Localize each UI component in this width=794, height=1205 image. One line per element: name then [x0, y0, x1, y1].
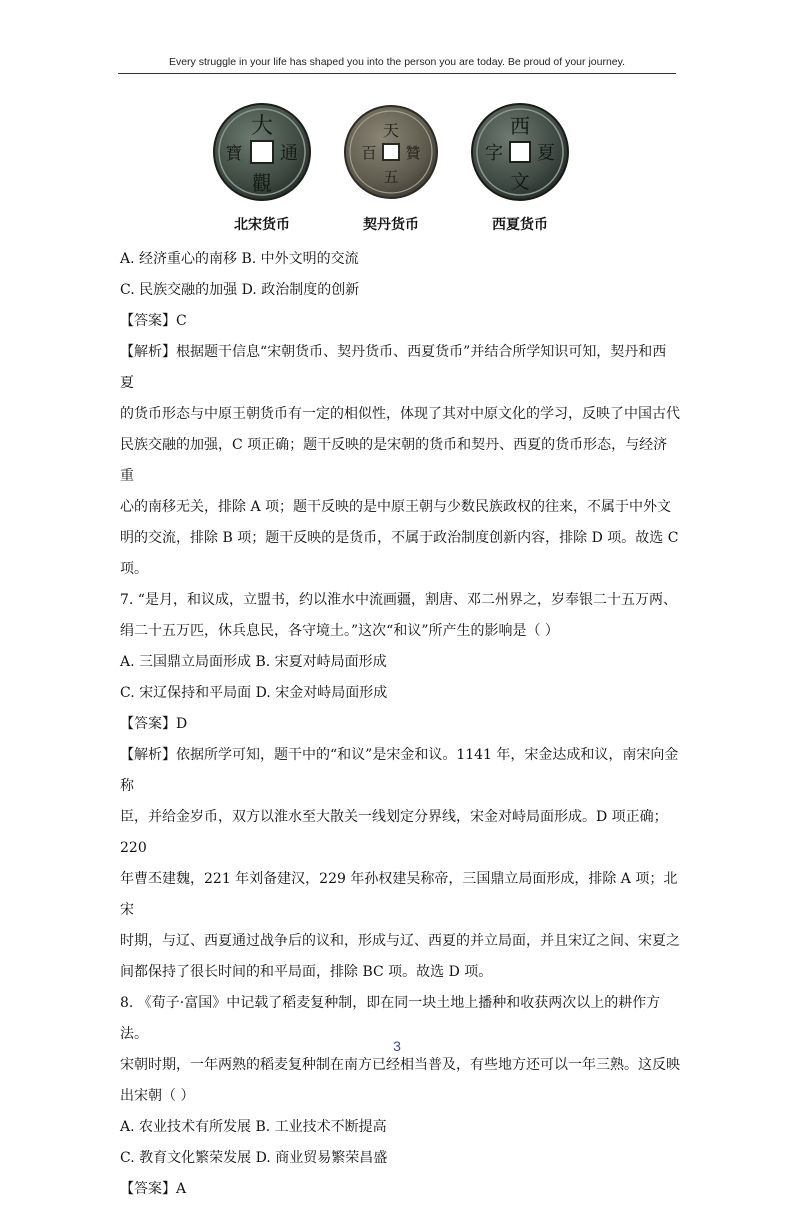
coin-char-left: 字: [485, 143, 503, 164]
q8-stem-line: 出宋朝（ ）: [120, 1088, 195, 1104]
page-number: 3: [393, 1038, 401, 1054]
q8-stem-line: 宋朝时期，一年两熟的稻麦复种制在南方已经相当普及，有些地方还可以一年三熟。这反映: [120, 1057, 680, 1073]
coin-char-right: 贊: [405, 144, 421, 162]
coin-figure: [210, 102, 580, 237]
q6-analysis-line: 项。: [120, 561, 148, 577]
coin-label-khitan: 契丹货币: [363, 217, 419, 233]
coin-char-left: 百: [361, 144, 377, 162]
coin-char-right: 通: [280, 143, 298, 164]
q7-analysis-line: 【解析】依据所学可知，题干中的“和议”是宋金和议。1141 年，宋金达成和议，南宋向金称: [120, 747, 679, 794]
q8-answer: 【答案】A: [120, 1181, 187, 1197]
header-motto: Every struggle in your life has shaped you into the person you are today. Be proud of your journey.: [168, 56, 626, 68]
western-xia-coin-image: [470, 102, 570, 202]
northern-song-coin-image: [212, 102, 312, 202]
coin-char-top: 大: [250, 114, 274, 139]
q7-analysis-line: 年曹丕建魏，221 年刘备建汉，229 年孙权建吴称帝，三国鼎立局面形成，排除 A 项；北宋: [120, 871, 678, 918]
coin-char-top: 西: [510, 114, 530, 138]
coin-char-left: 寶: [225, 144, 243, 164]
coin-char-bottom: 五: [383, 168, 399, 186]
q8-options-ab: A. 农业技术有所发展 B. 工业技术不断提高: [120, 1119, 387, 1135]
khitan-coin-image: [341, 102, 441, 202]
coin-char-right: 夏: [537, 143, 555, 164]
coin-char-top: 天: [382, 121, 400, 140]
q6-analysis-line: 心的南移无关，排除 A 项；题干反映的是中原王朝与少数民族政权的往来，不属于中外文: [120, 499, 672, 515]
q6-answer: 【答案】C: [120, 313, 187, 329]
q7-analysis-line: 臣，并给金岁币，双方以淮水至大散关一线划定分界线，宋金对峙局面形成。D 项正确；220: [120, 809, 668, 856]
q6-analysis-line: 民族交融的加强，C 项正确；题干反映的是宋朝的货币和契丹、西夏的货币形态，与经济重: [120, 437, 668, 484]
coin-char-bottom: 觀: [252, 171, 272, 195]
coin-label-western-xia: 西夏货币: [492, 217, 548, 233]
q6-analysis-line: 的货币形态与中原王朝货币有一定的相似性，体现了其对中原文化的学习，反映了中国古代: [120, 406, 680, 422]
q6-options-ab: A. 经济重心的南移 B. 中外文明的交流: [120, 251, 359, 267]
q7-answer: 【答案】D: [120, 716, 188, 732]
q7-options-ab: A. 三国鼎立局面形成 B. 宋夏对峙局面形成: [120, 654, 387, 670]
q6-analysis-line: 【解析】根据题干信息“宋朝货币、契丹货币、西夏货币”并结合所学知识可知，契丹和西夏: [120, 344, 667, 391]
q7-analysis-line: 时期，与辽、西夏通过战争后的议和，形成与辽、西夏的并立局面，并且宋辽之间、宋夏之: [120, 933, 680, 949]
question-content: [120, 244, 680, 1205]
q8-options-cd: C. 教育文化繁荣发展 D. 商业贸易繁荣昌盛: [120, 1150, 388, 1166]
q6-options-cd: C. 民族交融的加强 D. 政治制度的创新: [120, 282, 360, 298]
q7-stem-line: 绢二十五万匹，休兵息民，各守境土。”这次“和议”所产生的影响是（ ）: [120, 623, 559, 639]
q7-analysis-line: 间都保持了很长时间的和平局面，排除 BC 项。故选 D 项。: [120, 964, 493, 980]
coin-char-bottom: 文: [510, 171, 530, 193]
coin-label-northern-song: 北宋货币: [234, 217, 290, 233]
header-rule: [118, 73, 676, 74]
q7-stem-line: 7. “是月，和议成，立盟书，约以淮水中流画疆，割唐、邓二州界之，岁奉银二十五万两、: [120, 592, 677, 608]
q8-stem-line: 8. 《荀子·富国》中记载了稻麦复种制，即在同一块土地上播种和收获两次以上的耕作方法。: [120, 995, 661, 1042]
q7-options-cd: C. 宋辽保持和平局面 D. 宋金对峙局面形成: [120, 685, 388, 701]
q6-analysis-line: 明的交流，排除 B 项；题干反映的是货币，不属于政治制度创新内容，排除 D 项。故选 C: [120, 530, 679, 546]
